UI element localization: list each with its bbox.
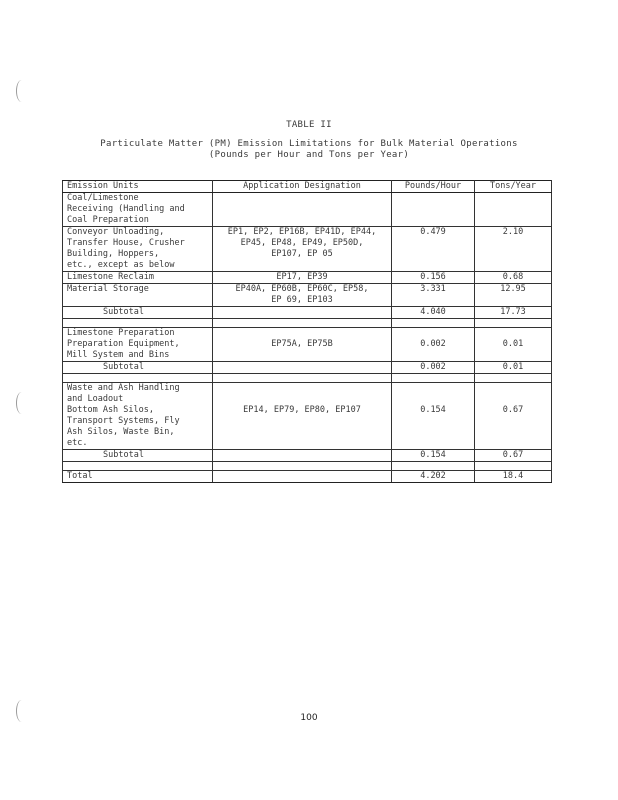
cell-pounds-hour bbox=[392, 319, 475, 328]
cell-tons-year: 0.68 bbox=[475, 272, 552, 284]
cell-pounds-hour bbox=[392, 374, 475, 383]
cell-emission-unit: Limestone Preparation bbox=[63, 328, 213, 340]
cell-tons-year bbox=[475, 193, 552, 227]
cell-pounds-hour bbox=[392, 193, 475, 227]
cell-tons-year: 17.73 bbox=[475, 307, 552, 319]
cell-pounds-hour: 0.156 bbox=[392, 272, 475, 284]
table-units-subtitle: (Pounds per Hour and Tons per Year) bbox=[208, 150, 410, 160]
cell-tons-year: 0.67 bbox=[475, 405, 552, 450]
cell-emission-unit bbox=[63, 319, 213, 328]
cell-application-designation: EP1, EP2, EP16B, EP41D, EP44, EP45, EP48, EP49, EP50D, EP107, EP 05 bbox=[213, 227, 392, 272]
cell-application-designation bbox=[213, 328, 392, 340]
header-application-designation: Application Designation bbox=[213, 181, 392, 193]
header-tons-year: Tons/Year bbox=[475, 181, 552, 193]
cell-tons-year bbox=[475, 383, 552, 406]
page-number: 100 bbox=[300, 713, 318, 723]
cell-pounds-hour: 4.040 bbox=[392, 307, 475, 319]
cell-tons-year: 0.01 bbox=[475, 339, 552, 362]
cell-tons-year bbox=[475, 374, 552, 383]
cell-application-designation bbox=[213, 193, 392, 227]
table-row bbox=[63, 462, 552, 471]
table-subtitle: Particulate Matter (PM) Emission Limitations for Bulk Material Operations bbox=[100, 139, 518, 149]
table-row bbox=[63, 307, 552, 319]
cell-application-designation bbox=[213, 319, 392, 328]
table-row bbox=[63, 450, 552, 462]
table-row bbox=[63, 362, 552, 374]
cell-application-designation bbox=[213, 383, 392, 406]
cell-application-designation: EP17, EP39 bbox=[213, 272, 392, 284]
binder-hole-mark bbox=[16, 80, 27, 102]
cell-application-designation: EP40A, EP60B, EP60C, EP58, EP 69, EP103 bbox=[213, 284, 392, 307]
header-pounds-hour: Pounds/Hour bbox=[392, 181, 475, 193]
cell-emission-unit bbox=[63, 374, 213, 383]
cell-emission-unit: Total bbox=[63, 471, 213, 483]
cell-pounds-hour: 0.002 bbox=[392, 339, 475, 362]
cell-tons-year bbox=[475, 462, 552, 471]
table-row bbox=[63, 471, 552, 483]
cell-emission-unit: Waste and Ash Handling and Loadout bbox=[63, 383, 213, 406]
cell-pounds-hour: 4.202 bbox=[392, 471, 475, 483]
cell-application-designation bbox=[213, 471, 392, 483]
cell-emission-unit bbox=[63, 462, 213, 471]
table-header-row bbox=[63, 181, 552, 193]
cell-pounds-hour bbox=[392, 328, 475, 340]
cell-emission-unit: Bottom Ash Silos, Transport Systems, Fly Ash Silos, Waste Bin, etc. bbox=[63, 405, 213, 450]
table-row bbox=[63, 272, 552, 284]
cell-emission-unit: Conveyor Unloading, Transfer House, Crusher Building, Hoppers, etc., except as below bbox=[63, 227, 213, 272]
cell-application-designation bbox=[213, 462, 392, 471]
cell-application-designation bbox=[213, 307, 392, 319]
cell-emission-unit: Limestone Reclaim bbox=[63, 272, 213, 284]
cell-application-designation: EP14, EP79, EP80, EP107 bbox=[213, 405, 392, 450]
cell-pounds-hour bbox=[392, 383, 475, 406]
cell-tons-year: 12.95 bbox=[475, 284, 552, 307]
cell-emission-unit: Subtotal bbox=[63, 450, 213, 462]
cell-pounds-hour bbox=[392, 462, 475, 471]
cell-tons-year: 0.67 bbox=[475, 450, 552, 462]
cell-tons-year: 18.4 bbox=[475, 471, 552, 483]
cell-emission-unit: Coal/Limestone Receiving (Handling and Coal Preparation bbox=[63, 193, 213, 227]
cell-application-designation bbox=[213, 450, 392, 462]
table-row bbox=[63, 284, 552, 307]
table-row bbox=[63, 383, 552, 406]
cell-tons-year: 2.10 bbox=[475, 227, 552, 272]
table-row bbox=[63, 319, 552, 328]
table-label: TABLE II bbox=[286, 120, 332, 130]
cell-emission-unit: Preparation Equipment, Mill System and Bins bbox=[63, 339, 213, 362]
table-row bbox=[63, 193, 552, 227]
cell-pounds-hour: 0.154 bbox=[392, 450, 475, 462]
table-row bbox=[63, 227, 552, 272]
cell-emission-unit: Subtotal bbox=[63, 362, 213, 374]
cell-pounds-hour: 0.479 bbox=[392, 227, 475, 272]
cell-application-designation bbox=[213, 362, 392, 374]
cell-pounds-hour: 0.002 bbox=[392, 362, 475, 374]
cell-emission-unit: Subtotal bbox=[63, 307, 213, 319]
cell-emission-unit: Material Storage bbox=[63, 284, 213, 307]
table-row bbox=[63, 405, 552, 450]
table-row bbox=[63, 374, 552, 383]
emission-limits-table bbox=[62, 180, 552, 483]
cell-application-designation: EP75A, EP75B bbox=[213, 339, 392, 362]
binder-hole-mark bbox=[16, 392, 27, 414]
cell-application-designation bbox=[213, 374, 392, 383]
cell-pounds-hour: 3.331 bbox=[392, 284, 475, 307]
cell-pounds-hour: 0.154 bbox=[392, 405, 475, 450]
table-row bbox=[63, 328, 552, 340]
table-row bbox=[63, 339, 552, 362]
header-emission-units: Emission Units bbox=[63, 181, 213, 193]
cell-tons-year bbox=[475, 319, 552, 328]
cell-tons-year: 0.01 bbox=[475, 362, 552, 374]
cell-tons-year bbox=[475, 328, 552, 340]
